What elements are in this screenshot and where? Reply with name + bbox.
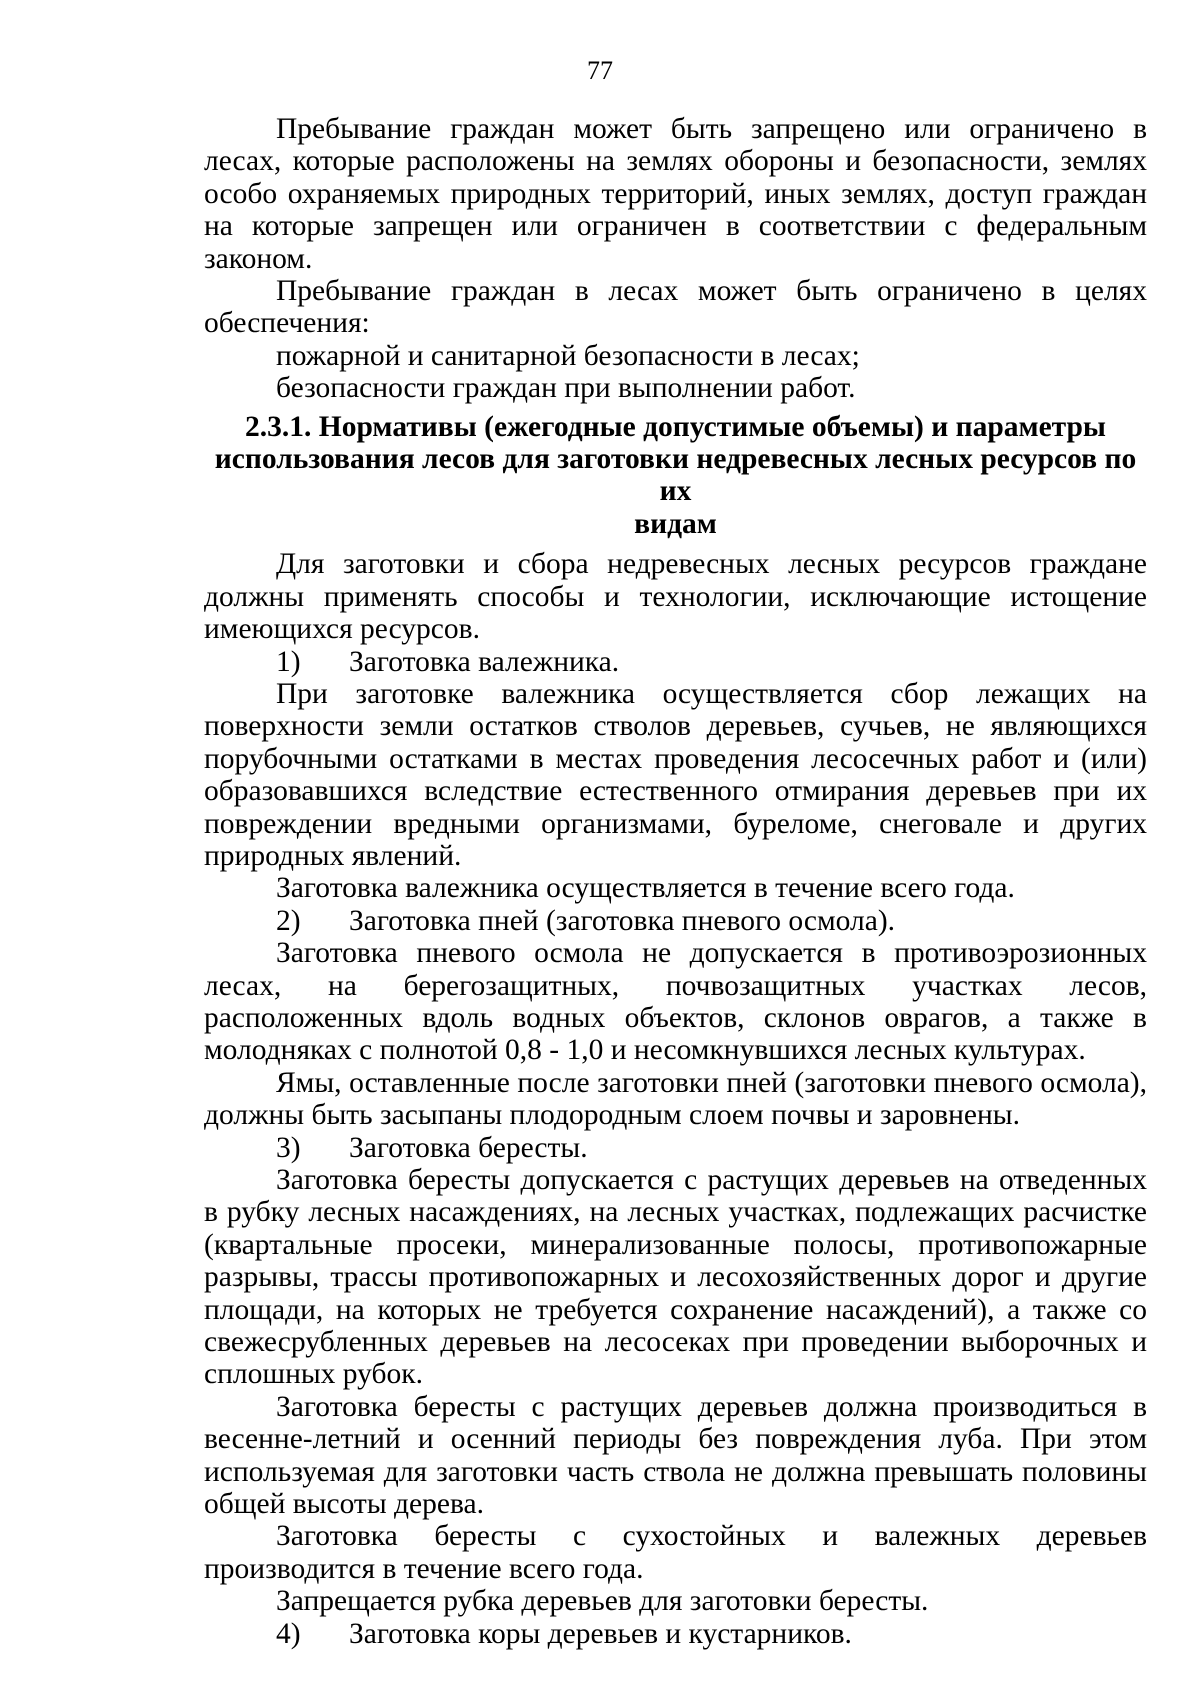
paragraph-stumps-pits: Ямы, оставленные после заготовки пней (заготовки пневого осмола), должны быть засыпаны плодородным слоем почвы и заровнены. — [204, 1066, 1147, 1132]
section-heading — [204, 411, 1147, 541]
list-title: Заготовка бересты. — [349, 1131, 588, 1164]
paragraph-limitation-purposes: Пребывание граждан в лесах может быть ограничено в целях обеспечения: — [204, 275, 1147, 340]
list-number: 2) — [276, 904, 301, 937]
list-number: 3) — [276, 1131, 301, 1164]
paragraph-deadwood-season: Заготовка валежника осуществляется в течение всего года. — [276, 872, 1015, 905]
document-body — [204, 113, 1147, 1650]
paragraph-birch-bark-sources: Заготовка бересты допускается с растущих деревьев на отведенных в рубку лесных насаждениях, на лесных участках, подлежащих расчистке (квартальные просеки, минерализованные полосы, противопожарные разрывы, трассы противопожарных и лесохозяйственных дорог и другие площади, на которых не требуется сохранение насаждений), а также со свежесрубленных деревьев на лесосеках при проведении выборочных и сплошных рубок. — [204, 1164, 1147, 1391]
paragraph-deadwood-collection: При заготовке валежника осуществляется сбор лежащих на поверхности земли остатков стволов деревьев, сучьев, не являющихся порубочными остатками в местах проведения лесосечных работ и (или) образовавшихся вследствие естественного отмирания деревьев при их повреждении вредными организмами, буреломе, снеговале и других природных явлений. — [204, 677, 1147, 872]
page-number: 77 — [587, 56, 613, 85]
section-heading-line: 2.3.1. Нормативы (ежегодные допустимые объемы) и параметры — [245, 410, 1106, 443]
paragraph-birch-bark-prohibition: Запрещается рубка деревьев для заготовки бересты. — [276, 1585, 929, 1618]
paragraph-access-restrictions: Пребывание граждан может быть запрещено или ограничено в лесах, которые расположены на землях обороны и безопасности, землях особо охраняемых природных территорий, иных землях, доступ граждан на которые запрещен или ограничен в соответствии с федеральным законом. — [204, 113, 1147, 275]
list-title: Заготовка валежника. — [349, 645, 620, 678]
paragraph-birch-bark-dead-trees: Заготовка бересты с сухостойных и валежных деревьев производится в течение всего года. — [204, 1520, 1147, 1585]
list-title: Заготовка коры деревьев и кустарников. — [349, 1617, 852, 1650]
list-number: 1) — [276, 645, 301, 678]
paragraph-stumps-restrictions: Заготовка пневого осмола не допускается в противоэрозионных лесах, на берегозащитных, почвозащитных участках лесов, расположенных вдоль водных объектов, склонов оврагов, а также в молодняках с полнотой 0,8 - 1,0 и несомкнувшихся лесных культурах. — [204, 937, 1147, 1067]
list-item-stumps — [204, 905, 1147, 937]
section-heading-line: видам — [634, 507, 717, 540]
list-item-deadwood — [204, 646, 1147, 678]
paragraph-work-safety: безопасности граждан при выполнении работ. — [276, 372, 856, 405]
list-item-birch-bark — [204, 1132, 1147, 1164]
paragraph-birch-bark-season: Заготовка бересты с растущих деревьев должна производиться в весенне-летний и осенний периоды без повреждения луба. При этом используемая для заготовки часть ствола не должна превышать половины общей высоты дерева. — [204, 1390, 1147, 1521]
paragraph-section-intro: Для заготовки и сбора недревесных лесных ресурсов граждане должны применять способы и технологии, исключающие истощение имеющихся ресурсов. — [204, 548, 1147, 646]
paragraph-fire-safety: пожарной и санитарной безопасности в лесах; — [276, 339, 860, 372]
list-number: 4) — [276, 1617, 301, 1650]
list-title: Заготовка пней (заготовка пневого осмола). — [349, 904, 896, 937]
list-item-bark — [204, 1618, 1147, 1650]
section-heading-line: использования лесов для заготовки недревесных лесных ресурсов по их — [214, 443, 1137, 508]
